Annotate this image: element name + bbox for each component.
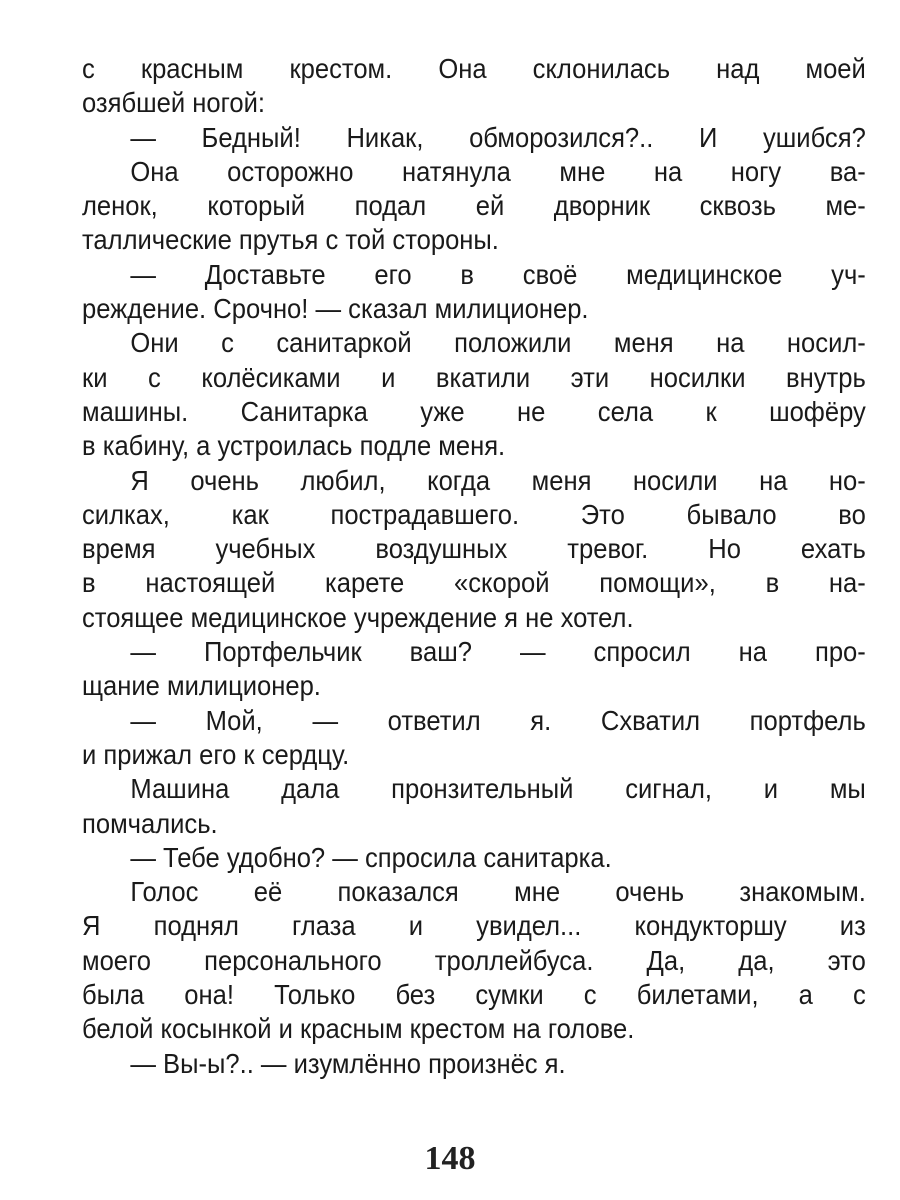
text-line: помчались. bbox=[82, 807, 218, 839]
text-line: в кабину, а устроилась подле меня. bbox=[82, 430, 506, 462]
text-line: белой косынкой и красным крестом на голове. bbox=[82, 1013, 635, 1045]
page-body bbox=[82, 52, 866, 1081]
text-line: таллические прутья с той стороны. bbox=[82, 224, 499, 256]
text-line: — Доставьте его в своё медицинское уч- bbox=[130, 258, 866, 290]
text-line: озябшей ногой: bbox=[82, 87, 266, 119]
text-line: с красным крестом. Она склонилась над моей bbox=[82, 53, 866, 84]
text-line: машины. Санитарка уже не села к шофёру bbox=[82, 395, 866, 427]
text-line: в настоящей карете «скорой помощи», в на- bbox=[82, 567, 866, 599]
text-line: реждение. Срочно! — сказал милиционер. bbox=[82, 293, 589, 325]
text-line: стоящее медицинское учреждение я не хотел. bbox=[82, 601, 634, 633]
text-line: Они с санитаркой положили меня на носил- bbox=[130, 327, 866, 359]
text-line: ленок, который подал ей дворник сквозь ме- bbox=[82, 190, 866, 222]
page-number: 148 bbox=[424, 1140, 476, 1177]
text-line: — Портфельчик ваш? — спросил на про- bbox=[130, 636, 866, 668]
text-line: силках, как пострадавшего. Это бывало во bbox=[82, 498, 866, 530]
text-line: время учебных воздушных тревог. Но ехать bbox=[82, 533, 866, 565]
text-line: Я очень любил, когда меня носили на но- bbox=[130, 464, 866, 496]
text-line: — Мой, — ответил я. Схватил портфель bbox=[130, 704, 866, 736]
text-line: и прижал его к сердцу. bbox=[82, 738, 350, 770]
text-line: ки с колёсиками и вкатили эти носилки внутрь bbox=[82, 361, 866, 393]
text-line: Она осторожно натянула мне на ногу ва- bbox=[130, 155, 866, 187]
text-line: щание милиционер. bbox=[82, 670, 321, 702]
text-line: — Тебе удобно? — спросила санитарка. bbox=[130, 841, 612, 873]
text-line: — Вы-ы?.. — изумлённо произнёс я. bbox=[130, 1047, 566, 1079]
text-line: Машина дала пронзительный сигнал, и мы bbox=[130, 773, 866, 805]
text-line: Голос её показался мне очень знакомым. bbox=[130, 876, 866, 908]
text-line: моего персонального троллейбуса. Да, да, это bbox=[82, 944, 866, 976]
text-line: была она! Только без сумки с билетами, а с bbox=[82, 979, 866, 1011]
text-line: Я поднял глаза и увидел... кондукторшу из bbox=[82, 910, 866, 942]
text-line: — Бедный! Никак, обморозился?.. И ушибся? bbox=[130, 121, 866, 153]
